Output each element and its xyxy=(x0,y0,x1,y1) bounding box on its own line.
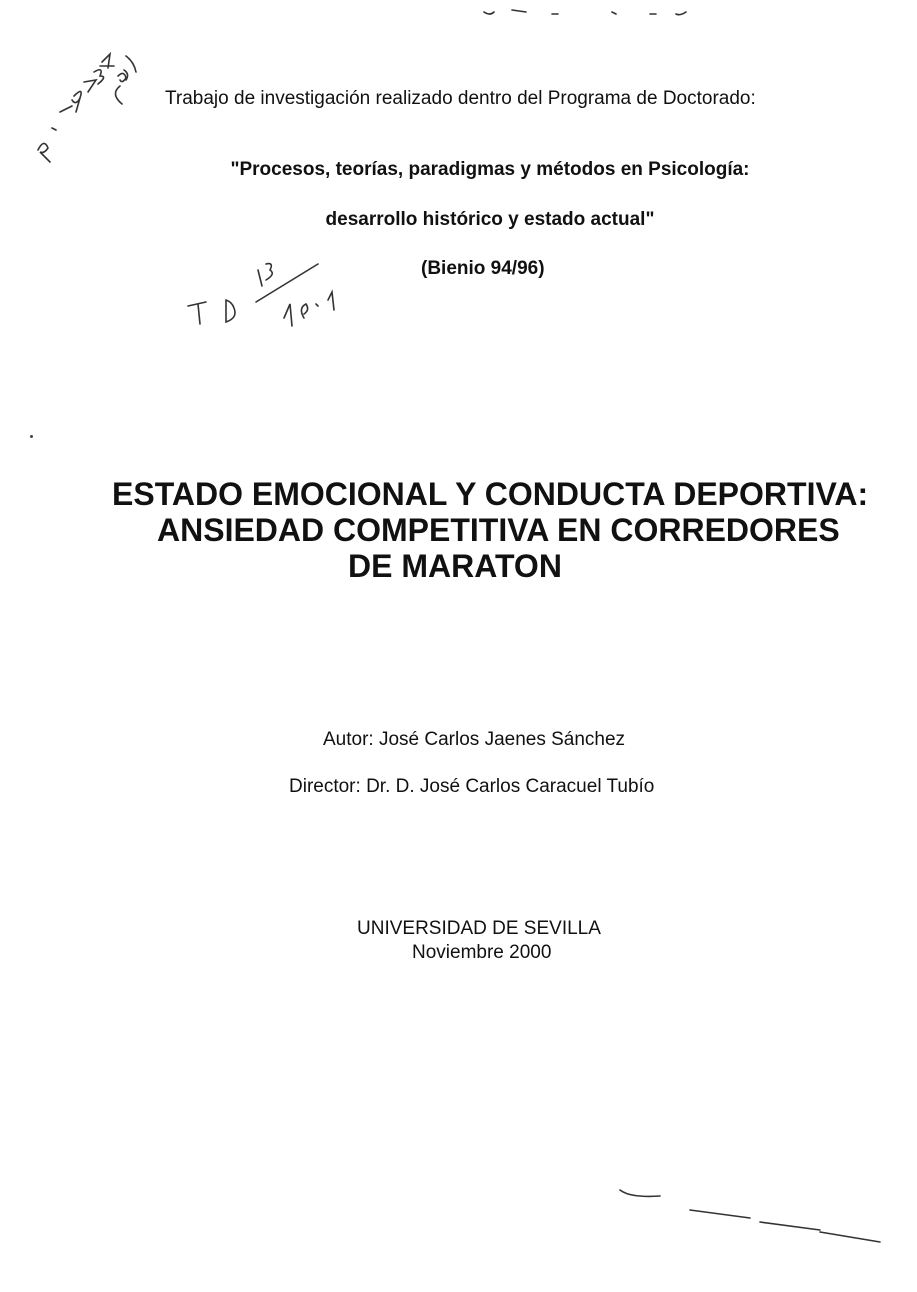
thesis-title-line-3: DE MARATON xyxy=(348,548,562,584)
author-line: Autor: José Carlos Jaenes Sánchez xyxy=(323,729,626,750)
bienio-label: (Bienio 94/96) xyxy=(421,258,545,279)
handwritten-margin-note xyxy=(38,54,136,162)
thesis-title-line-1: ESTADO EMOCIONAL Y CONDUCTA DEPORTIVA: xyxy=(112,476,869,512)
university-name: UNIVERSIDAD DE SEVILLA xyxy=(357,918,601,939)
program-title-line-2: desarrollo histórico y estado actual" xyxy=(325,209,655,230)
handwritten-catalog-note xyxy=(188,264,334,326)
director-line: Director: Dr. D. José Carlos Caracuel Tubío xyxy=(289,776,655,797)
program-intro-text: Trabajo de investigación realizado dentro del Programa de Doctorado: xyxy=(165,88,756,109)
program-title-line-1: "Procesos, teorías, paradigmas y métodos en Psicología: xyxy=(230,159,750,180)
submission-date: Noviembre 2000 xyxy=(412,942,552,963)
speck-mark xyxy=(30,435,33,438)
thesis-title-line-2: ANSIEDAD COMPETITIVA EN CORREDORES xyxy=(157,512,840,548)
